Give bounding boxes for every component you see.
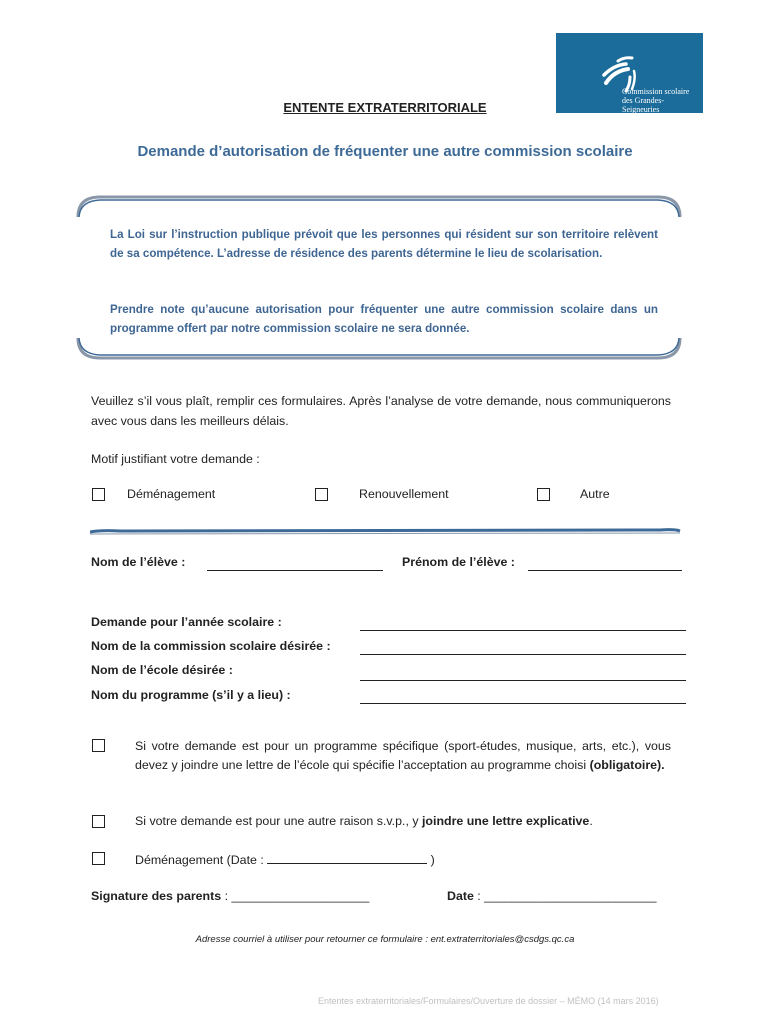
checkbox-autre[interactable] xyxy=(537,488,550,501)
logo-text-line1: Commission scolaire xyxy=(622,87,690,96)
checkbox-demenagement[interactable] xyxy=(92,488,105,501)
annee-scolaire-field[interactable] xyxy=(360,630,686,632)
page-footer: Ententes extraterritoriales/Formulaires/Ouverture de dossier – MÉMO (14 mars 2016) xyxy=(318,996,659,1006)
signature-parents xyxy=(91,889,369,903)
motif-label: Motif justifiant votre demande : xyxy=(91,452,260,466)
option-label-renouvellement: Renouvellement xyxy=(359,487,449,501)
ecole-desiree-field[interactable] xyxy=(360,680,686,682)
signature-parents-field[interactable]: : ____________________ xyxy=(221,889,370,903)
signature-date xyxy=(447,889,656,903)
checkbox-renouvellement[interactable] xyxy=(315,488,328,501)
info-paragraph-law: La Loi sur l’instruction publique prévoit que les personnes qui résident sur son territoire relèvent de sa compétence. L’adresse de résidence des parents détermine le lieu de scolarisation. xyxy=(110,228,658,260)
demenagement-date-text xyxy=(135,850,435,870)
document-title: ENTENTE EXTRATERRITORIALE xyxy=(283,100,487,115)
autre-raison-period: . xyxy=(589,814,593,828)
logo-text-line2: des Grandes-Seigneuries xyxy=(622,96,664,114)
checkbox-autre-raison[interactable] xyxy=(92,815,105,828)
autre-raison-text xyxy=(135,812,671,831)
annee-scolaire-label: Demande pour l’année scolaire : xyxy=(91,615,282,629)
email-note: Adresse courriel à utiliser pour retourner ce formulaire : ent.extraterritoriales@csdgs.qc.ca xyxy=(195,934,575,945)
ecole-desiree-label: Nom de l’école désirée : xyxy=(91,663,233,677)
signature-date-field[interactable]: : _________________________ xyxy=(473,889,657,903)
nom-eleve-label: Nom de l’élève : xyxy=(91,555,186,569)
intro-paragraph: Veuillez s’il vous plaît, remplir ces formulaires. Après l’analyse de votre demande, nous communiquerons avec vous dans les meilleurs délais. xyxy=(91,394,671,428)
programme-field[interactable] xyxy=(360,703,686,705)
obligatoire-emphasis: (obligatoire). xyxy=(589,758,665,772)
checkbox-programme-specifique[interactable] xyxy=(92,739,105,752)
autre-raison-sentence: Si votre demande est pour une autre raison s.v.p., y xyxy=(135,814,422,828)
prenom-eleve-label: Prénom de l’élève : xyxy=(402,555,515,569)
programme-label: Nom du programme (s’il y a lieu) : xyxy=(91,688,291,702)
programme-specifique-text xyxy=(135,737,671,775)
commission-scolaire-field[interactable] xyxy=(360,654,686,656)
signature-parents-label: Signature des parents xyxy=(91,889,222,903)
checkbox-demenagement-date[interactable] xyxy=(92,852,105,865)
section-divider xyxy=(90,525,682,537)
commission-scolaire-label: Nom de la commission scolaire désirée : xyxy=(91,639,331,653)
nom-eleve-field[interactable] xyxy=(207,570,383,572)
info-paragraph-notice: Prendre note qu’aucune autorisation pour fréquenter une autre commission scolaire dans un programme offert par notre commission scolaire ne sera donnée. xyxy=(110,303,658,335)
demenagement-date-field[interactable] xyxy=(267,850,427,864)
prenom-eleve-field[interactable] xyxy=(528,570,682,572)
option-label-autre: Autre xyxy=(580,487,610,501)
signature-date-label: Date xyxy=(447,889,474,903)
option-label-demenagement: Déménagement xyxy=(127,487,216,501)
demenagement-date-close: ) xyxy=(427,853,435,867)
programme-specifique-sentence: Si votre demande est pour un programme spécifique (sport-études, musique, arts, etc.), vous devez y joindre une lettre de l’école qui spécifie l’acceptation au programme choisi xyxy=(135,739,671,772)
demenagement-date-label: Déménagement (Date : xyxy=(135,853,268,867)
lettre-explicative-emphasis: joindre une lettre explicative xyxy=(421,814,590,828)
document-subtitle: Demande d’autorisation de fréquenter une autre commission scolaire xyxy=(137,143,633,160)
